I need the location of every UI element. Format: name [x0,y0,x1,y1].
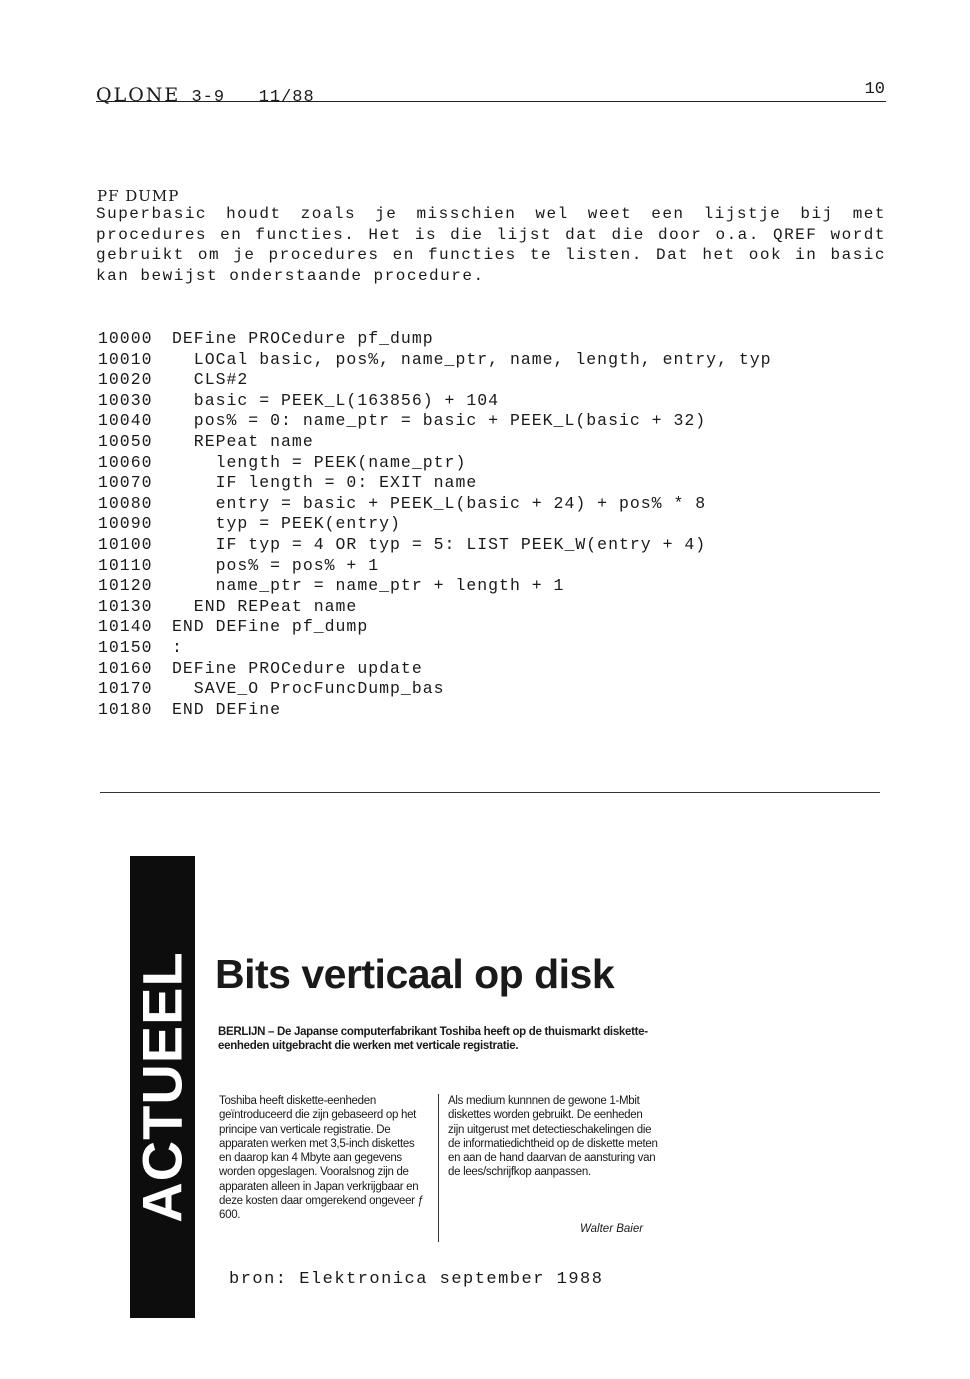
source-citation: bron: Elektronica september 1988 [229,1270,604,1289]
magazine-title: QLONE [96,84,181,106]
line-number: 10040 [98,411,153,431]
code-line [98,370,772,391]
code-listing [98,329,772,720]
code-line [98,391,772,412]
column-divider [438,1094,439,1242]
line-number: 10140 [98,617,153,637]
line-number: 10060 [98,452,153,472]
code-line [98,617,772,638]
line-code: SAVE_O ProcFuncDump_bas [172,679,445,699]
article-author: Walter Baier [580,1223,644,1235]
line-code: DEFine PROCedure update [172,658,423,678]
line-code: REPeat name [172,431,314,451]
line-number: 10020 [98,370,153,390]
code-line [98,329,772,350]
line-code: typ = PEEK(entry) [172,514,401,534]
article-headline: Bits verticaal op disk [215,951,615,997]
issue-number: 3-9 [191,88,226,107]
page-header [96,84,315,107]
line-number: 10090 [98,514,153,534]
line-code: LOCal basic, pos%, name_ptr, name, length, entry, typ [172,349,772,369]
line-code: pos% = 0: name_ptr = basic + PEEK_L(basic + 32) [172,411,707,431]
line-code: CLS#2 [172,370,249,390]
code-line [98,411,772,432]
line-number: 10180 [98,699,153,719]
article-column-1: Toshiba heeft diskette-eenheden geïntroduceerd die zijn gebaseerd op het principe van verticale registratie. De apparaten werken met 3,5-inch diskettes en daarop kan 4 Mbyte aan gegevens worden opgeslagen. Vooralsnog zijn de apparaten alleen in Japan verkrijgbaar en deze kosten daar omgerekend ongeveer ƒ 600. [219,1095,424,1222]
article-lead: BERLIJN – De Japanse computerfabrikant Toshiba heeft op de thuismarkt diskette-eenheden uitgebracht die werken met verticale registratie. [218,1026,648,1052]
intro-paragraph: Superbasic houdt zoals je misschien wel weet een lijstje bij met procedures en functies. Het is die lijst dat die door o.a. QREF wordt gebruikt om je procedures en functies te listen. Dat het ook in basic kan bewijst onderstaande procedure. [96,205,886,285]
line-number: 10050 [98,431,153,451]
code-line [98,556,772,577]
code-line [98,432,772,453]
line-code: END DEFine [172,699,282,719]
section-side-label: ACTUEEL [130,951,194,1223]
code-line [98,576,772,597]
header-rule [96,101,886,102]
line-code: name_ptr = name_ptr + length + 1 [172,576,565,596]
line-number: 10150 [98,637,153,657]
line-code: IF length = 0: EXIT name [172,473,478,493]
line-number: 10120 [98,576,153,596]
code-line [98,659,772,680]
article-column-2: Als medium kunnnen de gewone 1-Mbit diskettes worden gebruikt. De eenheden zijn uitgerust met detectieschakelingen die de informatiedichtheid op de diskette meten en aan de hand daarvan de aansturing van de lees/schrijfkop aanpassen. [448,1095,658,1179]
line-code: basic = PEEK_L(163856) + 104 [172,390,500,410]
code-line [98,473,772,494]
code-line [98,453,772,474]
line-code: IF typ = 4 OR typ = 5: LIST PEEK_W(entry + 4) [172,534,707,554]
line-code: : [172,637,183,657]
section-title: PF DUMP [97,187,180,205]
line-code: entry = basic + PEEK_L(basic + 24) + pos% * 8 [172,493,707,513]
code-line [98,597,772,618]
line-code: DEFine PROCedure pf_dump [172,329,434,348]
line-number: 10110 [98,555,153,575]
code-line [98,679,772,700]
line-number: 10000 [98,329,153,348]
issue-date: 11/88 [258,88,315,107]
line-code: END DEFine pf_dump [172,617,369,637]
line-number: 10100 [98,534,153,554]
separator-rule [100,792,880,793]
line-code: length = PEEK(name_ptr) [172,452,467,472]
line-number: 10010 [98,349,153,369]
line-number: 10080 [98,493,153,513]
code-line [98,638,772,659]
code-line [98,350,772,371]
line-number: 10160 [98,658,153,678]
code-line [98,514,772,535]
line-number: 10130 [98,596,153,616]
code-line [98,700,772,721]
line-code: pos% = pos% + 1 [172,555,380,575]
line-code: END REPeat name [172,596,358,616]
code-line [98,494,772,515]
page-number: 10 [864,80,885,99]
code-line [98,535,772,556]
line-number: 10070 [98,473,153,493]
line-number: 10030 [98,390,153,410]
line-number: 10170 [98,679,153,699]
